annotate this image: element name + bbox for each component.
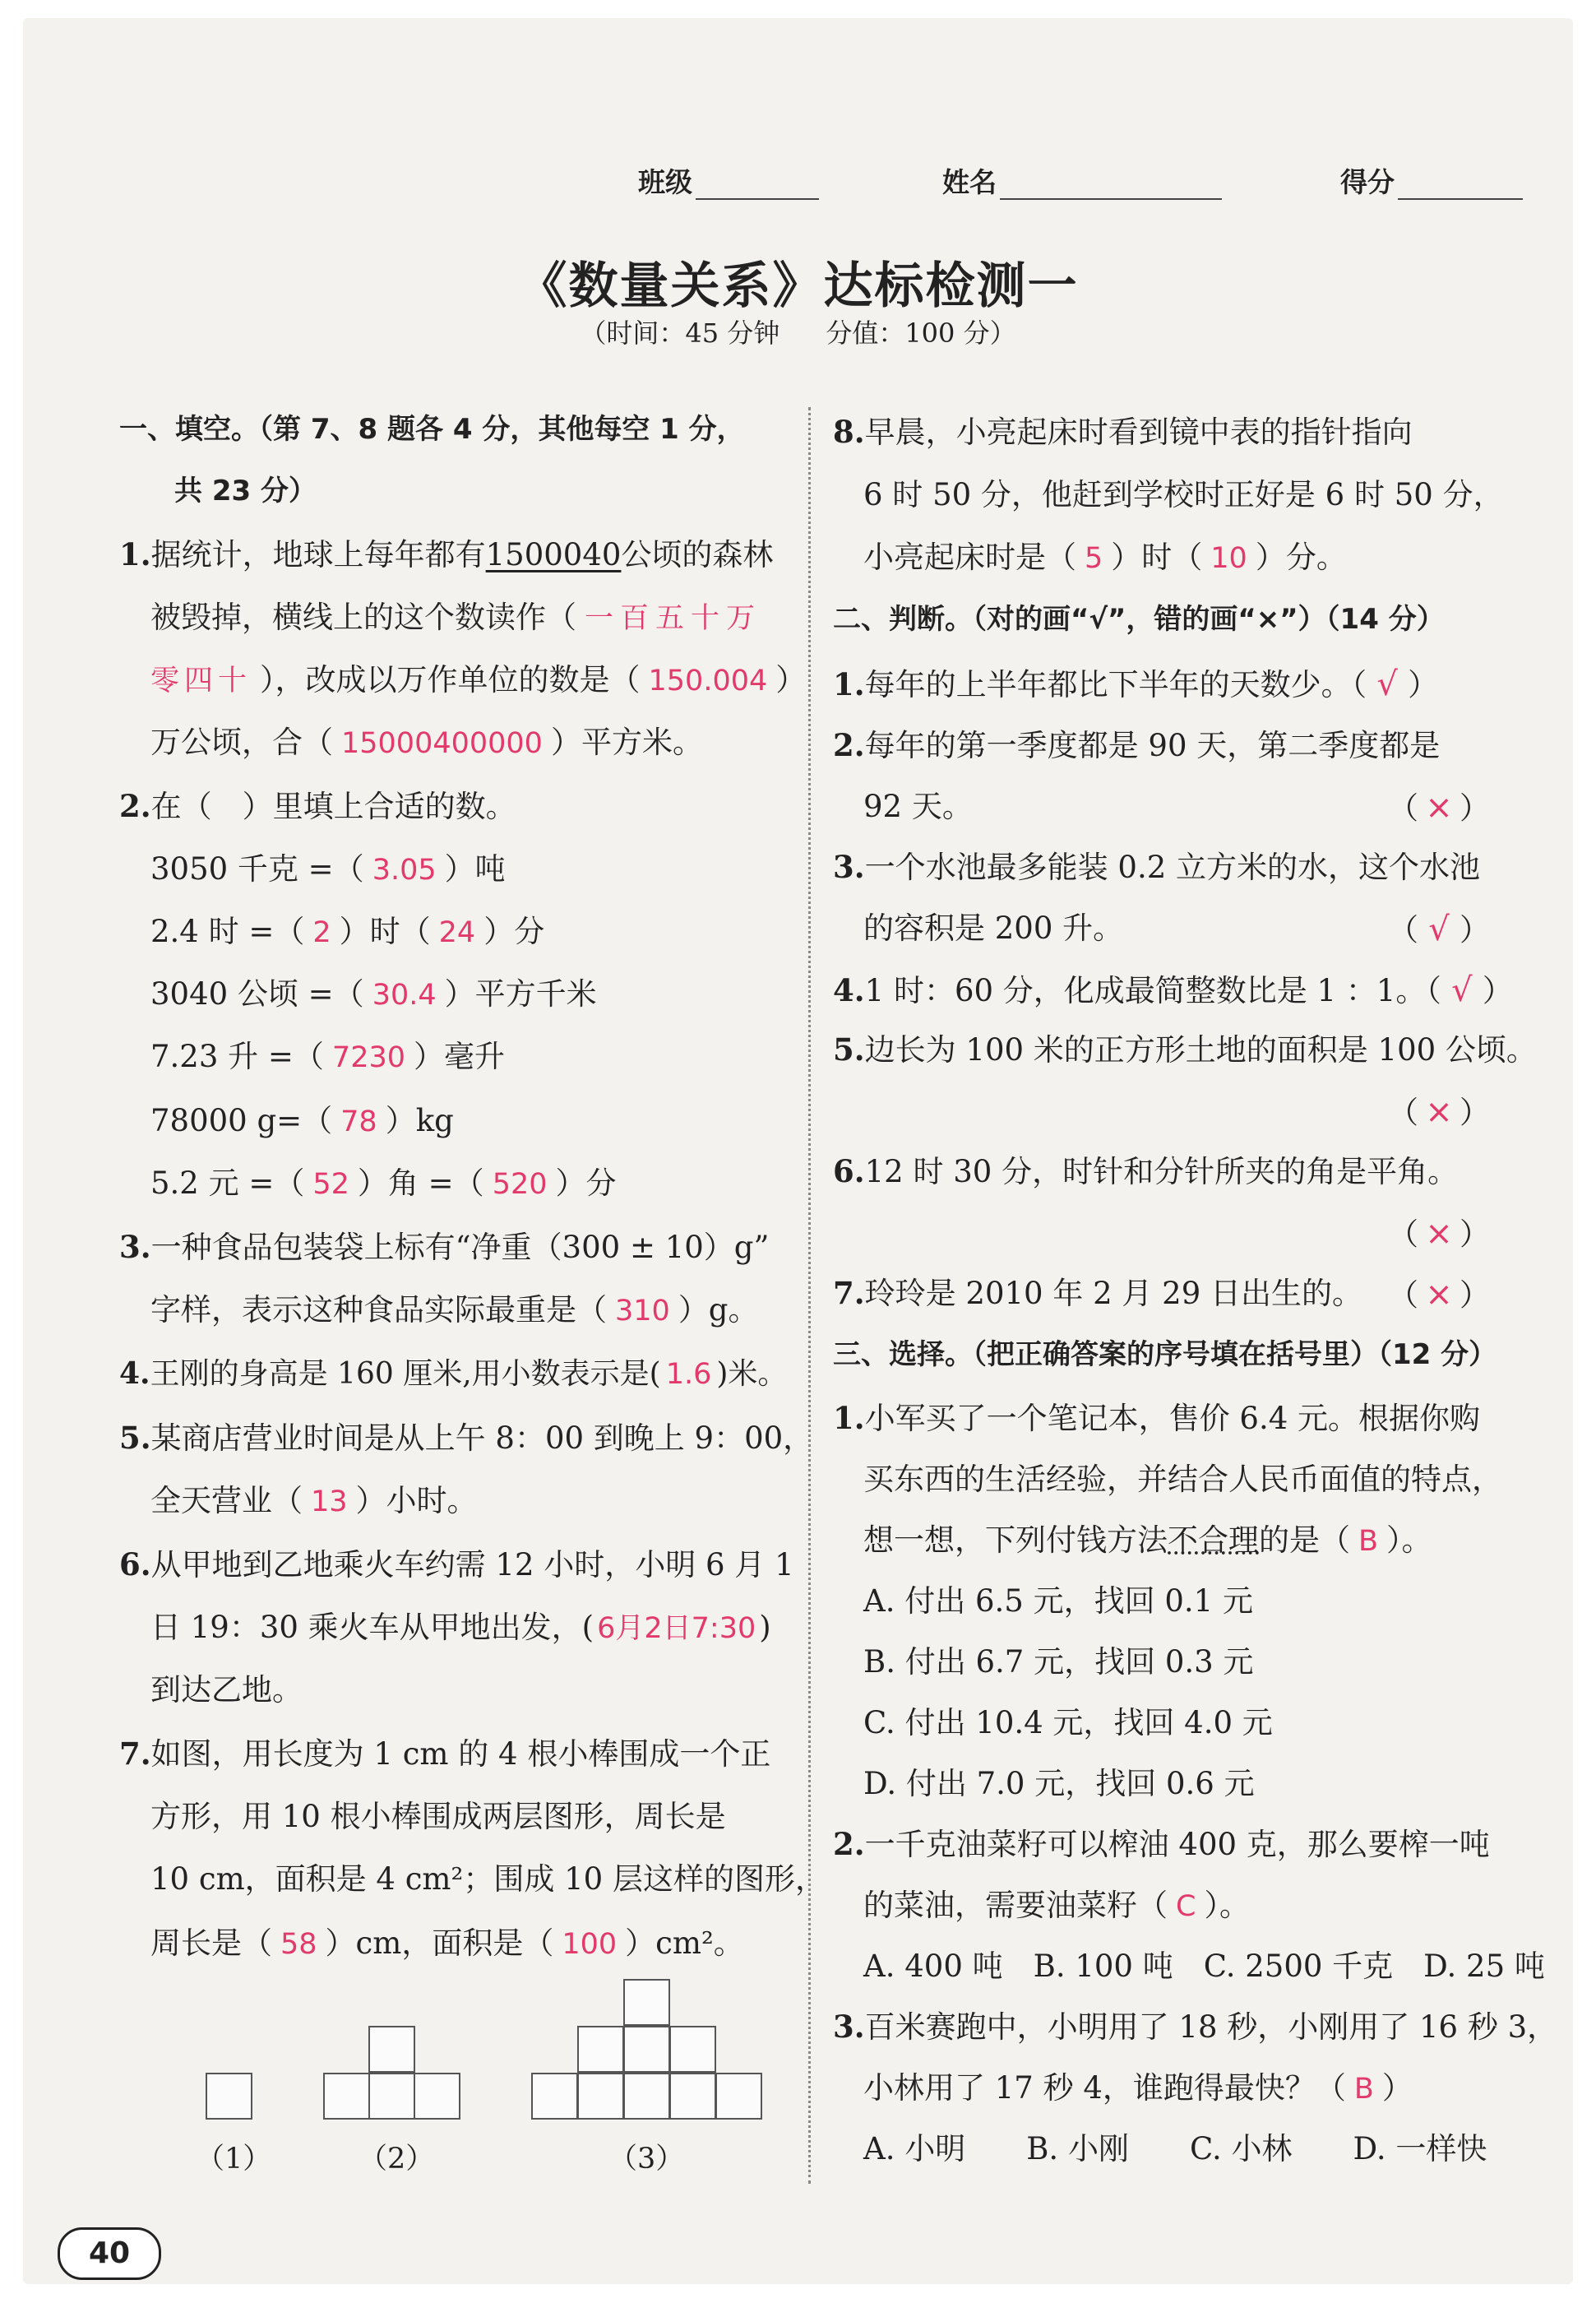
- answer: 15000400000: [341, 727, 543, 760]
- choice-q1-option-b: B. 付出 6.7 元，找回 0.3 元: [863, 1644, 1254, 1680]
- square-cell: [323, 2073, 370, 2120]
- choice-q1-option-c: C. 付出 10.4 元，找回 4.0 元: [863, 1705, 1273, 1740]
- square-cell: [623, 2073, 670, 2120]
- answer: 3.05: [372, 854, 437, 887]
- answer: 24: [438, 916, 476, 949]
- answer: 6月2日7:30: [597, 1612, 756, 1645]
- q6-line3: 到达乙地。: [150, 1672, 303, 1708]
- score-field[interactable]: 得分: [1340, 161, 1523, 200]
- judge-item-5: 5.边长为 100 米的正方形土地的面积是 100 公顷。: [833, 1031, 1537, 1068]
- q2-line4: 7.23 升 =（ 7230 ）毫升: [150, 1039, 505, 1074]
- square-cell: [669, 2073, 716, 2120]
- choice-q2-options: A. 400 吨 B. 100 吨 C. 2500 千克 D. 25 吨: [863, 1949, 1545, 1984]
- section1-heading: 一、填空。（第 7、8 题各 4 分，其他每空 1 分，: [119, 413, 745, 446]
- choice-q3-line1: 3.百米赛跑中，小明用了 18 秒，小刚用了 16 秒 3，: [833, 2009, 1558, 2045]
- q2-line5: 78000 g=（ 78 ）kg: [150, 1103, 454, 1138]
- page-title: 《数量关系》达标检测一: [517, 257, 1079, 315]
- q2-line3: 3040 公顷 =（ 30.4 ）平方千米: [150, 976, 597, 1012]
- choice-q1-line3: 想一想，下列付钱方法不合理的是（ B ）。: [863, 1522, 1432, 1558]
- name-field[interactable]: 姓名: [942, 161, 1222, 200]
- answer: 52: [312, 1168, 349, 1201]
- square-cell: [368, 2073, 415, 2120]
- cross-mark: ×: [1425, 789, 1453, 827]
- cross-mark: ×: [1425, 1215, 1453, 1253]
- q2-title: 2.在（ ）里填上合适的数。: [119, 788, 516, 824]
- q7-line3: 10 cm，面积是 4 cm²；围成 10 层这样的图形，: [150, 1861, 826, 1897]
- answer: 13: [311, 1485, 348, 1518]
- answer: 一百五十万: [585, 602, 762, 635]
- answer: 30.4: [372, 979, 437, 1012]
- q6-line1: 6.从甲地到乙地乘火车约需 12 小时，小明 6 月 1: [119, 1546, 794, 1582]
- q7-line4: 周长是（ 58 ）cm，面积是（ 100 ）cm²。: [150, 1925, 744, 1961]
- q1-line2: 被毁掉，横线上的这个数读作（ 一百五十万: [150, 602, 770, 633]
- class-field[interactable]: 班级: [638, 161, 819, 200]
- section3-heading: 三、选择。（把正确答案的序号填在括号里）（12 分）: [833, 1338, 1497, 1371]
- check-mark: √: [1428, 911, 1450, 948]
- choice-q1-line1: 1.小军买了一个笔记本，售价 6.4 元。根据你购: [833, 1400, 1481, 1436]
- square-cell: [577, 2073, 624, 2120]
- q5-line1: 5.某商店营业时间是从上午 8：00 到晚上 9：00，: [119, 1420, 814, 1456]
- q4-line: 4.王刚的身高是 160 厘米,用小数表示是( 1.6 )米。: [119, 1356, 788, 1391]
- answer: 10: [1210, 542, 1247, 575]
- choice-q1-line2: 买东西的生活经验，并结合人民币面值的特点，: [863, 1462, 1502, 1497]
- check-mark: √: [1451, 971, 1473, 1009]
- judge-item-2-cont: 92 天。: [863, 789, 973, 824]
- judge-item-7: 7.玲玲是 2010 年 2 月 29 日出生的。: [833, 1275, 1362, 1311]
- q8-line1: 8.早晨，小亮起床时看到镜中表的指针指向: [833, 414, 1413, 450]
- judge-item-2-answer: （ × ）: [1388, 789, 1490, 827]
- q2-line6: 5.2 元 =（ 52 ）角 =（ 520 ）分: [150, 1165, 617, 1201]
- emphasis-dots: 不合理: [1168, 1522, 1259, 1558]
- choice-q2-line1: 2.一千克油菜籽可以榨油 400 克，那么要榨一吨: [833, 1826, 1490, 1862]
- q7-line2: 方形，用 10 根小棒围成两层图形，周长是: [150, 1799, 726, 1834]
- page-number: 40: [58, 2227, 161, 2280]
- judge-item-3-cont: 的容积是 200 升。: [863, 911, 1124, 946]
- q2-line1: 3050 千克 =（ 3.05 ）吨: [150, 851, 506, 887]
- answer: 1.6: [665, 1358, 712, 1391]
- square-cell: [414, 2073, 460, 2120]
- judge-item-4: 4.1 时：60 分，化成最简整数比是 1 ：1。（ √ ）: [833, 971, 1513, 1009]
- answer: B: [1358, 1525, 1379, 1558]
- square-cell: [531, 2073, 578, 2120]
- answer: 7230: [331, 1041, 405, 1074]
- square-cell: [206, 2073, 252, 2120]
- choice-q1-option-d: D. 付出 7.0 元，找回 0.6 元: [863, 1766, 1255, 1801]
- q1-line4: 万公顷，合（ 15000400000 ）平方米。: [150, 725, 703, 760]
- q2-line2: 2.4 时 =（ 2 ）时（ 24 ）分: [150, 914, 545, 949]
- judge-item-6: 6.12 时 30 分，时针和分针所夹的角是平角。: [833, 1153, 1459, 1189]
- judge-item-1: 1.每年的上半年都比下半年的天数少。（ √ ）: [833, 665, 1439, 703]
- q5-line2: 全天营业（ 13 ）小时。: [150, 1483, 478, 1518]
- answer: 5: [1085, 542, 1103, 575]
- answer: 58: [280, 1928, 317, 1961]
- section2-heading: 二、判断。（对的画“√”，错的画“×”）（14 分）: [833, 603, 1445, 636]
- q7-line1: 7.如图，用长度为 1 cm 的 4 根小棒围成一个正: [119, 1735, 771, 1772]
- figure-caption: （1）: [196, 2143, 272, 2176]
- square-cell: [669, 2026, 716, 2073]
- q1-line1: 1.据统计，地球上每年都有1500040公顷的森林: [119, 536, 774, 572]
- q3-line1: 3.一种食品包装袋上标有“净重（300 ± 10）g”: [119, 1229, 770, 1265]
- figure-caption: （3）: [608, 2143, 685, 2176]
- answer: 150.004: [648, 665, 768, 697]
- judge-item-5-answer: （ × ）: [1388, 1093, 1490, 1131]
- judge-item-2: 2.每年的第一季度都是 90 天，第二季度都是: [833, 727, 1441, 763]
- answer: 100: [562, 1928, 618, 1961]
- q8-line3: 小亮起床时是（ 5 ）时（ 10 ）分。: [863, 540, 1347, 575]
- subtitle: （时间：45 分钟 分值：100 分）: [580, 317, 1016, 349]
- answer: C: [1176, 1890, 1196, 1923]
- judge-item-3: 3.一个水池最多能装 0.2 立方米的水，这个水池: [833, 849, 1481, 885]
- answer: B: [1353, 2073, 1374, 2106]
- answer: 520: [492, 1168, 548, 1201]
- square-cell: [368, 2026, 415, 2073]
- q1-line3: 零四十 ），改成以万作单位的数是（ 150.004 ）: [150, 662, 807, 697]
- cross-mark: ×: [1425, 1093, 1453, 1131]
- figure-caption: （2）: [359, 2143, 435, 2176]
- cross-mark: ×: [1425, 1276, 1453, 1314]
- answer: 2: [312, 916, 331, 949]
- judge-item-6-answer: （ × ）: [1388, 1215, 1490, 1253]
- answer: 78: [340, 1105, 377, 1138]
- choice-q3-line2: 小林用了 17 秒 4，谁跑得最快？（ B ）: [863, 2070, 1413, 2106]
- q8-line2: 6 时 50 分，他赶到学校时正好是 6 时 50 分，: [863, 477, 1504, 512]
- check-mark: √: [1376, 665, 1398, 703]
- answer: 310: [615, 1295, 670, 1328]
- q6-line2: 日 19：30 乘火车从甲地出发，( 6月2日7:30 ): [150, 1610, 771, 1645]
- square-cell: [577, 2026, 624, 2073]
- judge-item-3-answer: （ √ ）: [1388, 911, 1490, 948]
- choice-q2-line2: 的菜油，需要油菜籽（ C ）。: [863, 1888, 1250, 1923]
- square-cell: [623, 2026, 670, 2073]
- square-cell: [715, 2073, 762, 2120]
- judge-item-7-answer: （ × ）: [1388, 1276, 1490, 1314]
- choice-q3-options: A. 小明 B. 小刚 C. 小林 D. 一样快: [863, 2131, 1487, 2166]
- section1-heading-cont: 共 23 分）: [174, 475, 317, 507]
- choice-q1-option-a: A. 付出 6.5 元，找回 0.1 元: [863, 1583, 1253, 1619]
- square-cell: [623, 1979, 670, 2026]
- answer: 零四十: [150, 665, 252, 697]
- column-divider: [808, 407, 811, 2184]
- q3-line2: 字样，表示这种食品实际最重是（ 310 ）g。: [150, 1292, 759, 1328]
